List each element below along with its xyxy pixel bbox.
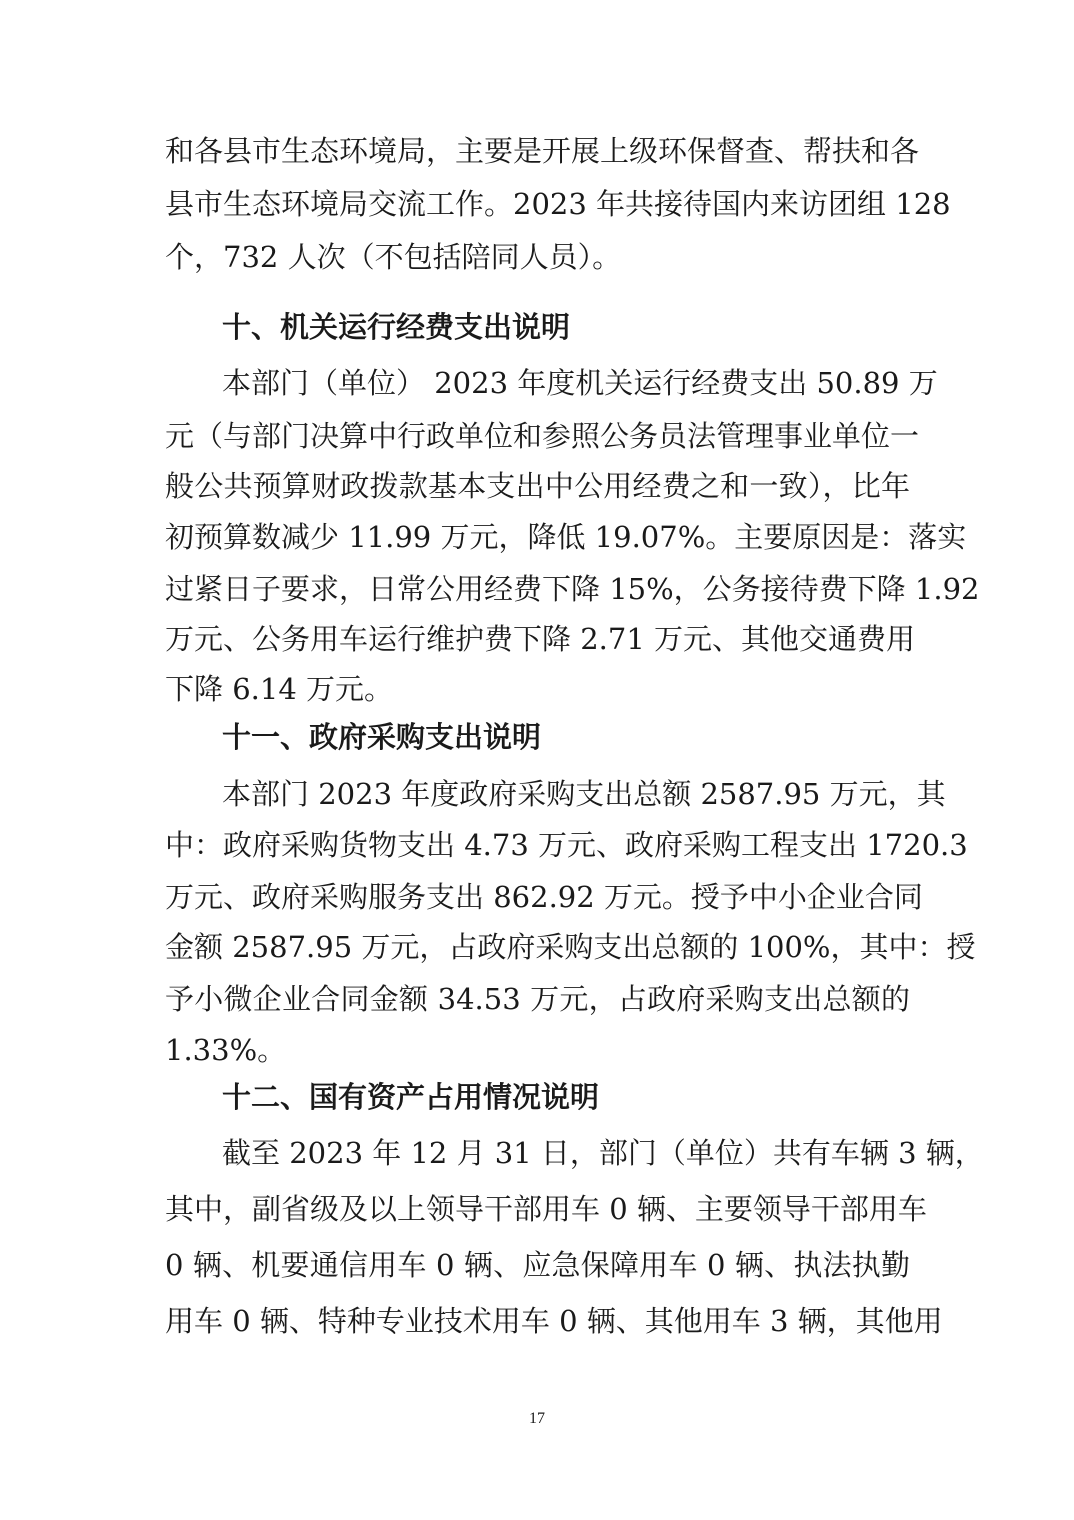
- paragraph-line: 元（与部门决算中行政单位和参照公务员法管理事业单位一: [165, 419, 920, 453]
- paragraph-line: 初预算数减少 11.99 万元，降低 19.07%。主要原因是：落实: [165, 520, 967, 554]
- paragraph-line: 和各县市生态环境局，主要是开展上级环保督查、帮扶和各: [165, 134, 920, 168]
- page-number: 17: [529, 1410, 545, 1427]
- section-heading-11: 十一、政府采购支出说明: [222, 720, 542, 754]
- paragraph-line: 其中，副省级及以上领导干部用车 0 辆、主要领导干部用车: [165, 1192, 927, 1226]
- paragraph-line: 本部门 2023 年度政府采购支出总额 2587.95 万元，其: [222, 777, 946, 811]
- paragraph-line: 金额 2587.95 万元，占政府采购支出总额的 100%，其中：授: [165, 930, 976, 964]
- section-heading-12: 十二、国有资产占用情况说明: [222, 1080, 600, 1114]
- paragraph-line: 予小微企业合同金额 34.53 万元，占政府采购支出总额的: [165, 982, 910, 1016]
- paragraph-line: 截至 2023 年 12 月 31 日，部门（单位）共有车辆 3 辆，: [222, 1136, 984, 1170]
- paragraph-line: 个，732 人次（不包括陪同人员）。: [165, 240, 622, 274]
- paragraph-line: 下降 6.14 万元。: [165, 672, 394, 706]
- paragraph-line: 万元、公务用车运行维护费下降 2.71 万元、其他交通费用: [165, 622, 916, 656]
- paragraph-line: 1.33%。: [165, 1033, 287, 1067]
- paragraph-line: 般公共预算财政拨款基本支出中公用经费之和一致），比年: [165, 469, 910, 503]
- section-heading-10: 十、机关运行经费支出说明: [222, 310, 571, 344]
- paragraph-line: 县市生态环境局交流工作。2023 年共接待国内来访团组 128: [165, 187, 951, 221]
- paragraph-line: 本部门（单位） 2023 年度机关运行经费支出 50.89 万: [222, 366, 938, 400]
- paragraph-line: 用车 0 辆、特种专业技术用车 0 辆、其他用车 3 辆，其他用: [165, 1304, 943, 1338]
- paragraph-line: 中：政府采购货物支出 4.73 万元、政府采购工程支出 1720.3: [165, 828, 968, 862]
- paragraph-line: 0 辆、机要通信用车 0 辆、应急保障用车 0 辆、执法执勤: [165, 1248, 910, 1282]
- paragraph-line: 万元、政府采购服务支出 862.92 万元。授予中小企业合同: [165, 880, 923, 914]
- paragraph-line: 过紧日子要求，日常公用经费下降 15%，公务接待费下降 1.92: [165, 572, 980, 606]
